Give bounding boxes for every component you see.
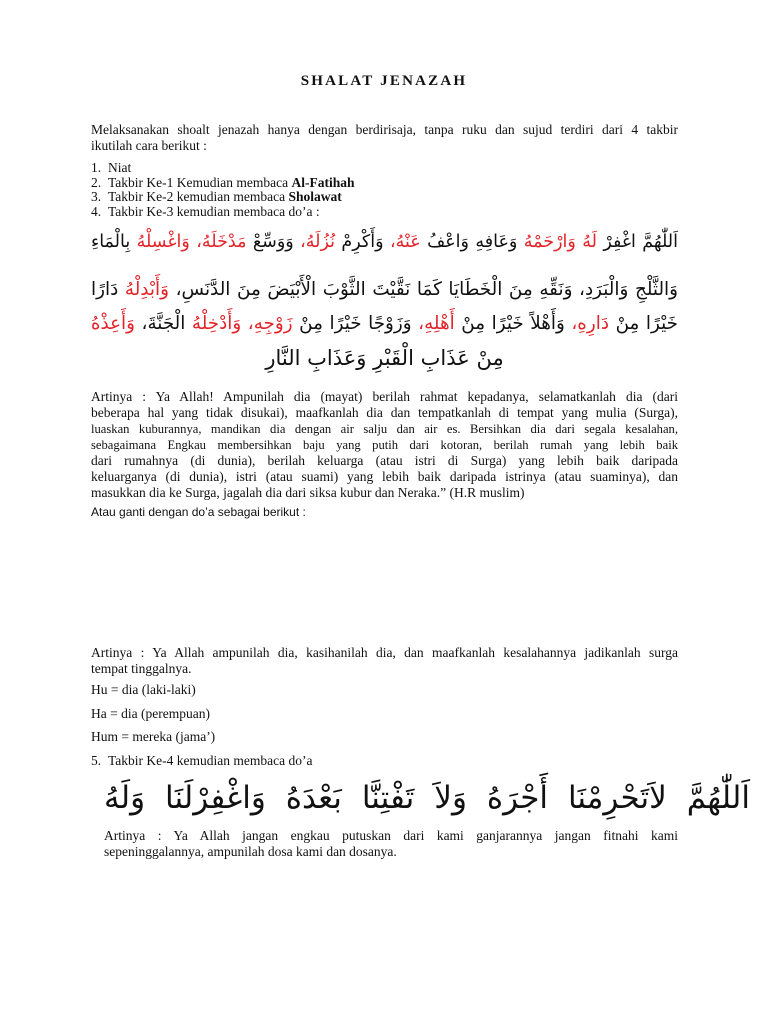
takbir-steps-list <box>91 161 678 220</box>
arabic-word: عَذَابِ <box>420 346 470 370</box>
step-item <box>91 176 678 191</box>
arabic-word-highlighted: وَأَدْخِلْهُ <box>191 313 242 334</box>
step-content <box>108 176 355 191</box>
step-number: 5. <box>91 753 102 769</box>
arabic-word: وَزَوْجًا <box>368 313 412 334</box>
step-text: Takbir Ke-2 kemudian membaca <box>108 189 286 205</box>
alternative-doa-intro <box>91 504 678 520</box>
arabic-word-highlighted: وَارْحَمْهُ <box>523 232 576 252</box>
step-number: 1. <box>91 160 102 175</box>
intro-paragraph <box>91 122 678 154</box>
arabic-word-highlighted: عَنْهُ، <box>389 232 421 252</box>
step-item <box>91 161 678 176</box>
arabic-word: مِنْ <box>461 313 486 334</box>
step-text: Takbir Ke-4 kemudian membaca do’a <box>108 753 313 769</box>
translation-line: keluarganya (di dunia), istri (atau suami) yang lebih baik daripada istrinya (atau suaminya), dan <box>91 469 678 484</box>
arabic-word: خَيْرًا <box>329 313 362 334</box>
step-text: Takbir Ke-3 kemudian membaca do’a : <box>108 204 320 220</box>
step-emphasis: Sholawat <box>288 189 342 205</box>
arabic-doa-line: اَللّٰهُمَّ لاَتَحْرِمْنَا أَجْرَهُ وَلاَ تَفْتِنَّا بَعْدَهُ وَاغْفِرْلَنَا وَلَهُ <box>104 780 750 816</box>
translation-line: luaskan kuburannya, mandikan dia dengan air salju dan air es. Bersihkan dia dari segala kesalahan, <box>91 422 678 436</box>
arabic-word: مِنْ <box>615 313 640 334</box>
arabic-word: وَأَكْرِمْ <box>341 232 384 252</box>
arabic-word: كَمَا <box>416 279 442 300</box>
translation-line: Artinya : Ya Allah ampunilah dia, kasihanilah dia, dan maafkanlah kesalahannya jadikanlah surga <box>91 645 678 660</box>
arabic-word: الدَّنَسِ، <box>175 279 231 300</box>
step-content <box>108 190 342 205</box>
arabic-word: الثَّوْبَ <box>322 279 366 300</box>
arabic-word: الْخَطَايَا <box>448 279 503 300</box>
translation-line: Artinya : Ya Allah! Ampunilah dia (mayat) berilah rahmat kepadanya, selamatkanlah dia (dari <box>91 389 678 404</box>
arabic-word: وَنَقِّهِ <box>539 279 573 300</box>
arabic-word: الْقَبْرِ <box>373 346 414 370</box>
arabic-word-highlighted: مَدْخَلَهُ، <box>196 232 247 252</box>
arabic-word-highlighted: وَأَعِذْهُ <box>90 313 135 334</box>
step-item <box>91 753 678 777</box>
arabic-doa-line <box>265 343 503 373</box>
arabic-word: الْأَبْيَضَ <box>267 279 317 300</box>
step-item <box>91 190 678 205</box>
arabic-doa-takbir-4 <box>104 776 750 820</box>
arabic-word: وَأَهْلاً <box>530 313 565 334</box>
step-text: Takbir Ke-1 Kemudian membaca <box>108 174 289 190</box>
translation-line: dari rumahnya (di dunia), berilah keluarga (atau istri di Surga) yang lebih baik daripada <box>91 453 678 468</box>
arabic-word: مِنَ <box>236 279 261 300</box>
step-number: 3. <box>91 189 102 205</box>
arabic-word: وَعَذَابِ <box>307 346 367 370</box>
arabic-doa-line <box>91 275 678 305</box>
arabic-word: خَيْرًا <box>491 313 524 334</box>
step-item <box>91 205 678 220</box>
arabic-word: النَّارِ <box>265 346 301 370</box>
arabic-word: اَللّٰهُمَّ <box>642 232 678 252</box>
arabic-word: وَوَسِّعْ <box>252 232 294 252</box>
arabic-word-highlighted: أَهْلِهِ، <box>418 313 455 334</box>
translation-paragraph <box>104 828 678 860</box>
alternative-doa-text: Atau ganti dengan do’a sebagai berikut : <box>91 505 306 519</box>
translation-line: sebagaimana Engkau membersihkan baju yang putih dari kotoran, berilah rumah yang lebih baik <box>91 438 678 452</box>
pronoun-note: Ha = dia (perempuan) <box>91 705 210 721</box>
step-text: Niat <box>108 160 132 175</box>
arabic-word: مِنَ <box>508 279 533 300</box>
arabic-word: وَعَافِهِ <box>475 232 518 252</box>
arabic-word: مِنْ <box>299 313 323 334</box>
arabic-word: اغْفِرْ <box>603 232 636 252</box>
arabic-word: وَالثَّلْجِ <box>634 279 678 300</box>
pronoun-notes <box>91 682 678 777</box>
arabic-word: مِنْ <box>476 346 504 370</box>
document-title: SHALAT JENAZAH <box>300 73 468 89</box>
translation-paragraph <box>91 645 678 676</box>
arabic-doa-line <box>91 227 678 257</box>
arabic-word-highlighted: لَهُ <box>582 232 597 252</box>
pronoun-note: Hum = mereka (jama’) <box>91 729 216 745</box>
arabic-word-highlighted: وَأَبْدِلْهُ <box>124 279 170 300</box>
translation-line: sepeninggalannya, ampunilah dosa kami dan dosanya. <box>104 844 397 859</box>
step-number: 4. <box>91 204 102 220</box>
arabic-word-highlighted: نُزُلَهُ، <box>300 232 336 252</box>
arabic-doa-line <box>91 309 678 339</box>
translation-paragraph <box>91 389 678 501</box>
translation-line: beberapa hal yang tidak disukai), maafkanlah dia dan tempatkanlah di tempat yang mulia (Surga), <box>91 405 678 420</box>
arabic-word: الْجَنَّةَ، <box>141 313 186 334</box>
pronoun-note: Hu = dia (laki-laki) <box>91 682 196 697</box>
arabic-word-highlighted: وَاغْسِلْهُ <box>136 232 190 252</box>
arabic-word: بِالْمَاءِ <box>90 232 131 252</box>
arabic-word: نَقَّيْتَ <box>372 279 411 300</box>
step-number: 2. <box>91 174 102 190</box>
arabic-word: وَاعْفُ <box>427 232 470 252</box>
translation-line: Artinya : Ya Allah jangan engkau putuskan dari kami ganjarannya jangan fitnahi kami <box>104 828 678 843</box>
arabic-doa-takbir-3 <box>91 227 678 373</box>
translation-line: tempat tinggalnya. <box>91 660 192 676</box>
arabic-word-highlighted: دَارِهِ، <box>571 313 610 334</box>
arabic-word-highlighted: زَوْجِهِ، <box>247 313 293 334</box>
arabic-word: دَارًا <box>91 279 119 300</box>
intro-line: Melaksanakan shoalt jenazah hanya dengan berdirisaja, tanpa ruku dan sujud terdiri dari 4 takbir <box>91 122 678 137</box>
arabic-word: خَيْرًا <box>645 313 678 334</box>
arabic-word: وَالْبَرَدِ، <box>579 279 629 300</box>
step-emphasis: Al-Fatihah <box>291 174 355 190</box>
translation-line: masukkan dia ke Surga, jagalah dia dari siksa kubur dan Neraka.” (H.R muslim) <box>91 485 525 500</box>
intro-line: ikutilah cara berikut : <box>91 138 207 153</box>
